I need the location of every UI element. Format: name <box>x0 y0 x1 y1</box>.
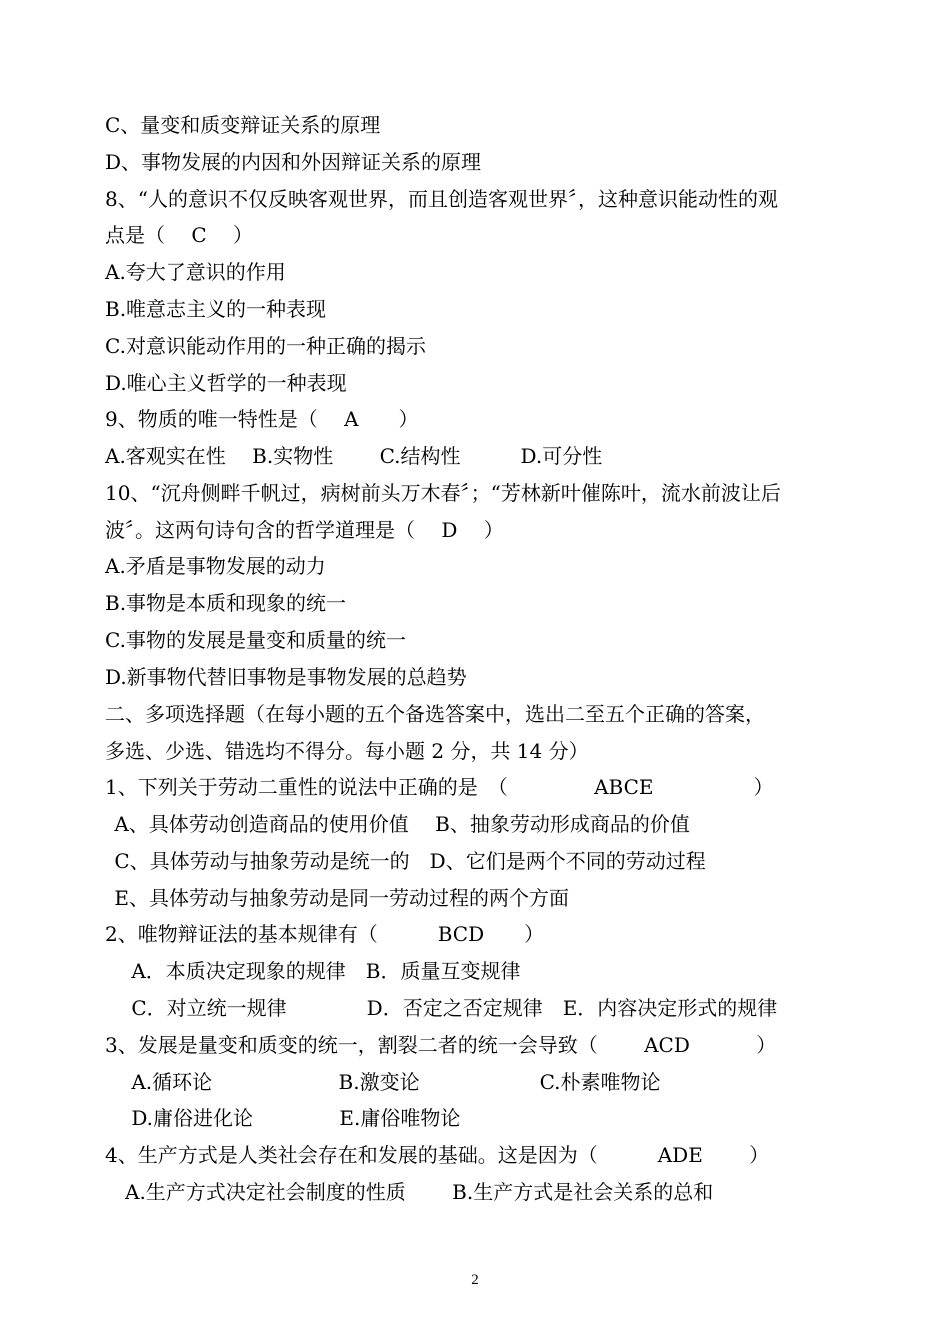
text-line: 多选、少选、错选均不得分。每小题 2 分，共 14 分） <box>105 739 589 763</box>
text-line: 3、发展是量变和质变的统一，割裂二者的统一会导致（ ACD ） <box>105 1033 777 1057</box>
text-line: 波〞。这两句诗句含的哲学道理是（ D ） <box>105 518 504 542</box>
text-line: 二、多项选择题（在每小题的五个备选答案中，选出二至五个正确的答案， <box>105 702 765 726</box>
text-line: C.对意识能动作用的一种正确的揭示 <box>105 334 426 358</box>
text-line: C．对立统一规律 D．否定之否定规律 E．内容决定形式的规律 <box>105 996 778 1020</box>
text-line: 1、下列关于劳动二重性的说法中正确的是 （ ABCE ） <box>105 775 774 799</box>
text-line: 2、唯物辩证法的基本规律有（ BCD ） <box>105 922 545 946</box>
text-line: C.事物的发展是量变和质量的统一 <box>105 628 406 652</box>
text-line: D.新事物代替旧事物是事物发展的总趋势 <box>105 665 467 689</box>
text-line: D、事物发展的内因和外因辩证关系的原理 <box>105 150 482 174</box>
text-line: A、具体劳动创造商品的使用价值 B、抽象劳动形成商品的价值 <box>108 812 690 836</box>
text-line: A．本质决定现象的规律 B．质量互变规律 <box>105 959 521 983</box>
text-line: 8、“人的意识不仅反映客观世界，而且创造客观世界〞，这种意识能动性的观 <box>105 187 778 211</box>
text-line: B.唯意志主义的一种表现 <box>105 297 327 321</box>
text-line: A.夸大了意识的作用 <box>105 260 286 284</box>
text-line: A.客观实在性 B.实物性 C.结构性 D.可分性 <box>105 444 603 468</box>
page-number: 2 <box>471 1272 479 1288</box>
text-line: 4、生产方式是人类社会存在和发展的基础。这是因为（ ADE ） <box>105 1143 770 1167</box>
text-line: C、具体劳动与抽象劳动是统一的 D、它们是两个不同的劳动过程 <box>108 849 706 873</box>
text-line: A.循环论 B.激变论 C.朴素唯物论 <box>105 1070 661 1094</box>
text-line: B.事物是本质和现象的统一 <box>105 591 347 615</box>
text-line: A.矛盾是事物发展的动力 <box>105 554 326 578</box>
text-line: 9、物质的唯一特性是（ A ） <box>105 407 419 431</box>
text-line: D.庸俗进化论 E.庸俗唯物论 <box>105 1106 461 1130</box>
text-line: 10、“沉舟侧畔千帆过，病树前头万木春〞；“芳林新叶催陈叶，流水前波让后 <box>105 481 781 505</box>
text-line: D.唯心主义哲学的一种表现 <box>105 371 347 395</box>
text-line: C、量变和质变辩证关系的原理 <box>105 113 381 137</box>
text-line: 点是（ C ） <box>105 223 254 247</box>
text-line: E、具体劳动与抽象劳动是同一劳动过程的两个方面 <box>108 886 569 910</box>
text-line: A.生产方式决定社会制度的性质 B.生产方式是社会关系的总和 <box>105 1180 714 1204</box>
